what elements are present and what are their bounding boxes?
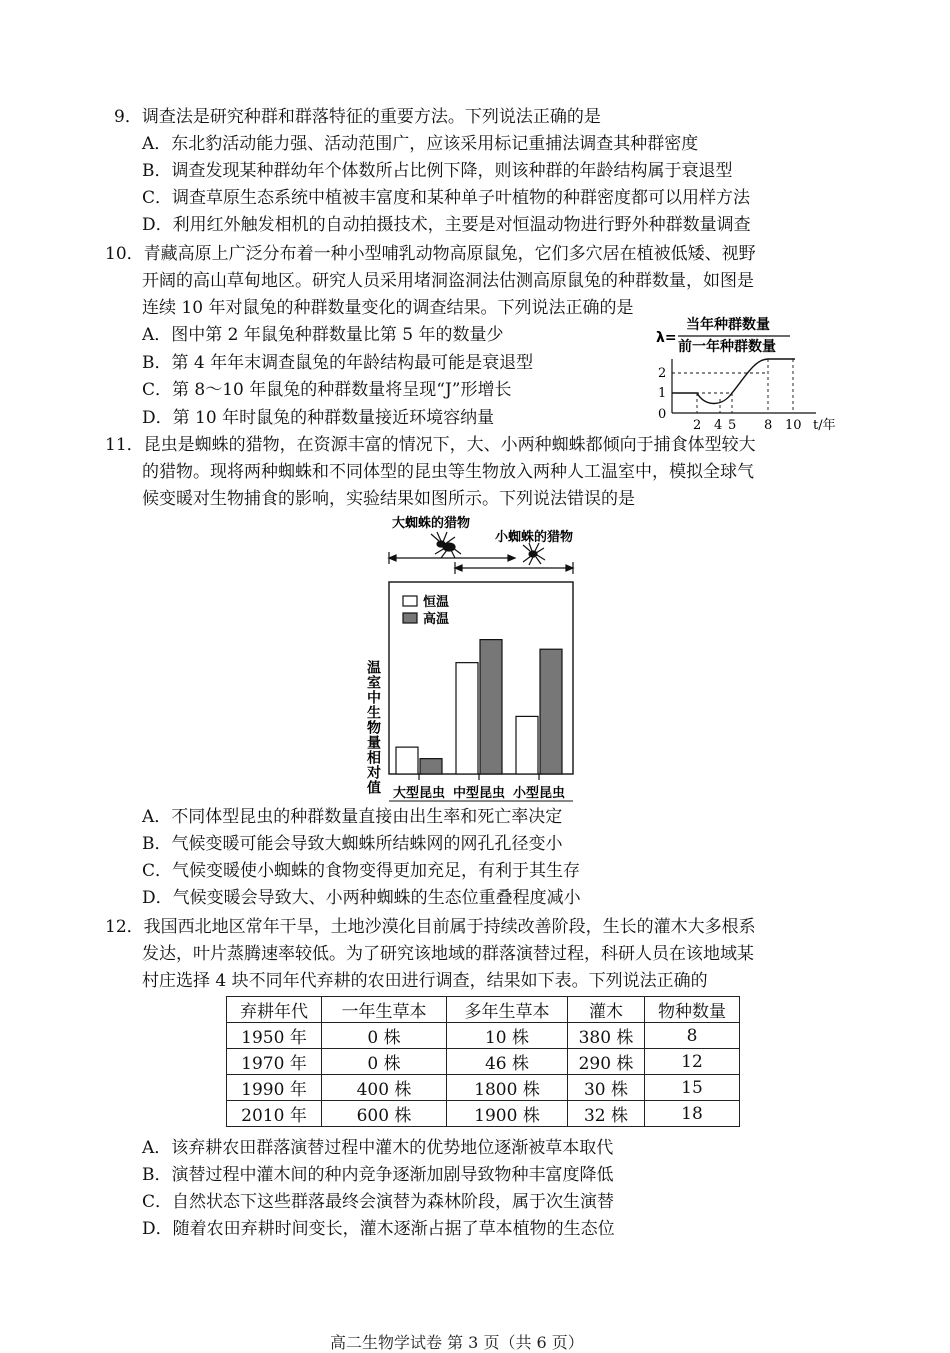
q11-stem-line-3: 候变暖对生物捕食的影响，实验结果如图所示。下列说法错误的是 [142, 489, 635, 509]
table-cell: 1800 株 [447, 1075, 568, 1101]
lambda-curve-figure [650, 315, 850, 440]
table-row [227, 1101, 740, 1127]
q9-option-c: C．调查草原生态系统中植被丰富度和某种单子叶植物的种群密度都可以用样方法 [142, 188, 751, 208]
table-header-row [227, 997, 740, 1023]
y-tick-1: 1 [658, 386, 667, 401]
y-axis-label: 温室中生物量相对值 [365, 660, 381, 795]
q12-option-d: D．随着农田弃耕时间变长，灌木逐渐占据了草本植物的生态位 [142, 1219, 615, 1239]
q10-option-b: B．第 4 年年末调查鼠兔的年龄结构最可能是衰退型 [142, 353, 534, 373]
q11-option-b: B．气候变暖可能会导致大蜘蛛所结蛛网的网孔孔径变小 [142, 834, 563, 854]
q10-option-c: C．第 8～10 年鼠兔的种群数量将呈现“J”形增长 [142, 380, 512, 400]
table-cell: 8 [645, 1023, 740, 1049]
legend-label-high: 高温 [423, 612, 450, 627]
bar-high-3 [540, 649, 562, 774]
table-row [227, 1049, 740, 1075]
lambda-curve [672, 359, 795, 404]
q12-stem-line-1: 12．我国西北地区常年干旱，土地沙漠化目前属于持续改善阶段，生长的灌木大多根系 [105, 917, 756, 937]
q9-option-a: A．东北豹活动能力强、活动范围广，应该采用标记重捕法调查其种群密度 [142, 134, 699, 154]
legend-label-constant: 恒温 [423, 595, 450, 610]
table-row [227, 1075, 740, 1101]
q10-stem-line-3: 连续 10 年对鼠兔的种群数量变化的调查结果。下列说法正确的是 [142, 298, 634, 318]
abandonment-table [226, 996, 740, 1127]
annotation-big-spider-prey: 大蜘蛛的猎物 [392, 516, 471, 531]
table-cell: 600 株 [322, 1101, 447, 1127]
table-cell: 46 株 [447, 1049, 568, 1075]
table-cell: 0 株 [322, 1049, 447, 1075]
big-spider-range-arrow [389, 552, 515, 564]
q12-option-c: C．自然状态下这些群落最终会演替为森林阶段，属于次生演替 [142, 1192, 615, 1212]
lambda-numerator: 当年种群数量 [686, 317, 770, 333]
x-tick-4: 4 [714, 418, 723, 433]
table-cell: 1990 年 [227, 1075, 322, 1101]
table-cell: 290 株 [568, 1049, 645, 1075]
x-category-label: 大型昆虫 [392, 786, 446, 801]
q9-stem: 9．调查法是研究种群和群落特征的重要方法。下列说法正确的是 [114, 107, 601, 127]
bar-high-1 [420, 759, 442, 774]
bar-constant-1 [396, 747, 418, 774]
bar-constant-2 [456, 663, 478, 774]
x-tick-5: 5 [728, 418, 737, 433]
table-cell: 18 [645, 1101, 740, 1127]
y-tick-0: 0 [658, 407, 667, 422]
q12-option-a: A．该弃耕农田群落演替过程中灌木的优势地位逐渐被草本取代 [142, 1138, 614, 1158]
table-header: 灌木 [568, 997, 645, 1023]
legend-swatch-constant [403, 596, 417, 606]
q10-stem-line-2: 开阔的高山草甸地区。研究人员采用堵洞盗洞法估测高原鼠兔的种群数量，如图是 [142, 271, 754, 291]
q9-option-b: B．调查发现某种群幼年个体数所占比例下降，则该种群的年龄结构属于衰退型 [142, 161, 733, 181]
q10-stem-line-1: 10．青藏高原上广泛分布着一种小型哺乳动物高原鼠兔，它们多穴居在植被低矮、视野 [105, 244, 756, 264]
q11-stem-line-1: 11．昆虫是蜘蛛的猎物，在资源丰富的情况下，大、小两种蜘蛛都倾向于捕食体型较大 [105, 435, 756, 455]
table-cell: 380 株 [568, 1023, 645, 1049]
table-cell: 10 株 [447, 1023, 568, 1049]
spider-prey-bar-chart [355, 510, 595, 805]
q12-option-b: B．演替过程中灌木间的种内竞争逐渐加剧导致物种丰富度降低 [142, 1165, 614, 1185]
small-spider-icon [523, 543, 545, 565]
q10-option-d: D．第 10 年时鼠兔的种群数量接近环境容纳量 [142, 408, 495, 428]
page-footer: 高二生物学试卷 第 3 页（共 6 页） [330, 1333, 584, 1352]
x-tick-10: 10 [785, 418, 802, 433]
q12-stem-line-3: 村庄选择 4 块不同年代弃耕的农田进行调查，结果如下表。下列说法正确的 [142, 971, 708, 991]
q11-option-a: A．不同体型昆虫的种群数量直接由出生率和死亡率决定 [142, 807, 563, 827]
table-row [227, 1023, 740, 1049]
lambda-denominator: 前一年种群数量 [678, 339, 776, 355]
table-cell: 32 株 [568, 1101, 645, 1127]
x-category-label: 小型昆虫 [512, 786, 566, 801]
q11-option-c: C．气候变暖使小蜘蛛的食物变得更加充足，有利于其生存 [142, 861, 581, 881]
table-cell: 2010 年 [227, 1101, 322, 1127]
table-cell: 15 [645, 1075, 740, 1101]
table-cell: 1970 年 [227, 1049, 322, 1075]
x-tick-2: 2 [693, 418, 702, 433]
table-cell: 400 株 [322, 1075, 447, 1101]
annotation-small-spider-prey: 小蜘蛛的猎物 [495, 530, 574, 545]
bar-constant-3 [516, 716, 538, 774]
y-tick-2: 2 [658, 366, 667, 381]
q11-stem-line-2: 的猎物。现将两种蜘蛛和不同体型的昆虫等生物放入两种人工温室中，模拟全球气 [142, 462, 754, 482]
q10-option-a: A．图中第 2 年鼠兔种群数量比第 5 年的数量少 [142, 325, 504, 345]
big-spider-icon [431, 532, 461, 558]
small-spider-range-arrow [455, 562, 573, 574]
table-header: 多年生草本 [447, 997, 568, 1023]
table-header: 物种数量 [645, 997, 740, 1023]
table-cell: 0 株 [322, 1023, 447, 1049]
legend-swatch-high [403, 613, 417, 623]
table-cell: 1950 年 [227, 1023, 322, 1049]
x-category-label: 中型昆虫 [452, 786, 506, 801]
lambda-label: λ= [656, 330, 677, 346]
q11-option-d: D．气候变暖会导致大、小两种蜘蛛的生态位重叠程度减小 [142, 888, 581, 908]
table-cell: 30 株 [568, 1075, 645, 1101]
table-cell: 12 [645, 1049, 740, 1075]
table-cell: 1900 株 [447, 1101, 568, 1127]
table-header: 弃耕年代 [227, 997, 322, 1023]
bar-high-2 [480, 640, 502, 774]
x-unit: t/年 [813, 418, 836, 433]
q12-stem-line-2: 发达，叶片蒸腾速率较低。为了研究该地域的群落演替过程，科研人员在该地域某 [142, 944, 754, 964]
x-tick-8: 8 [764, 418, 773, 433]
q9-option-d: D．利用红外触发相机的自动拍摄技术，主要是对恒温动物进行野外种群数量调查 [142, 215, 751, 235]
table-header: 一年生草本 [322, 997, 447, 1023]
